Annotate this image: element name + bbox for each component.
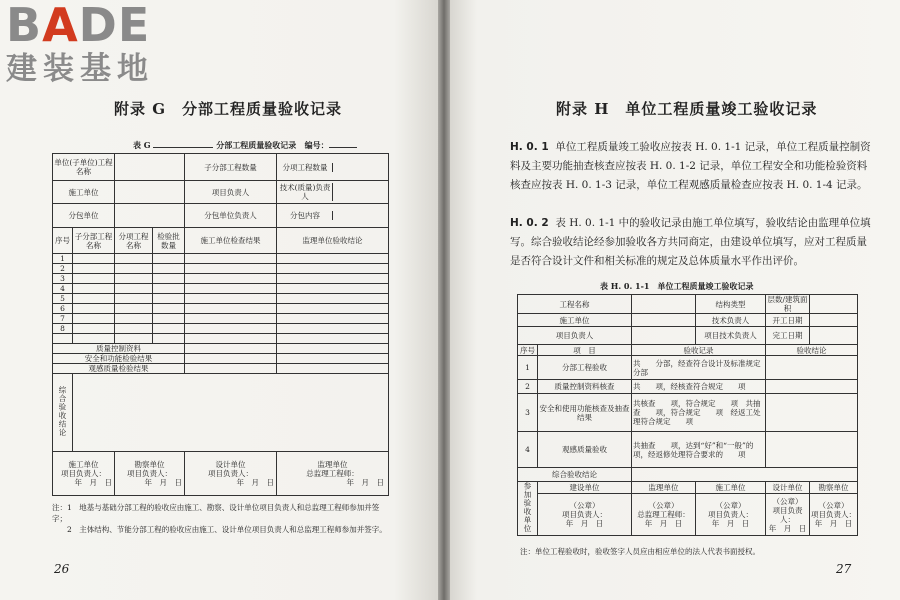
cell-floors-area: 层数/建筑面积 — [767, 295, 808, 313]
cell-sub-part-count: 子分部工程数量 — [185, 154, 277, 181]
table-row: 4 观感质量验收 共抽查 项，达到“好”和“一般”的 项，经返修处理符合要求的 项 — [518, 432, 858, 468]
summary-row: 安全和功能检验结果 — [53, 354, 389, 364]
left-notes: 注：1 地基与基础分部工程的验收应由施工、勘察、设计单位项目负责人和总监理工程师参加并签字； 2 主体结构、节能分部工程的验收应由施工、设计单位项目负责人和总监理工程师参加并签字。 — [52, 503, 387, 534]
cell-finish-date: 完工日期 — [766, 327, 810, 345]
right-page-number: 27 — [836, 562, 852, 576]
paragraph-h01: H. 0. 1 单位工程质量竣工验收应按表 H. 0. 1-1 记录，单位工程质量控制资料及主要功能抽查核查应按表 H. 0. 1-2 记录，单位工程安全和功能检验资料核查应按表 H. 0. 1-3 记录，单位工程观感质量检查应按表 H. 0. 1-4 记录。 — [510, 141, 871, 191]
participant-signature-row: （公章） 项目负责人： 年 月 日 （公章） 总监理工程师： 年 月 日 （公章） 项目负责人： 年 月 日 （公章） 项目负责人： 年 月 日 （公章） 项目负责人： 年 月 日 — [518, 494, 858, 536]
book-gutter — [438, 0, 450, 600]
paragraph-h02: H. 0. 2 表 H. 0. 1-1 中的验收记录由施工单位填写，验收结论由监理单位填写。综合验收结论经参加验收各方共同商定，由建设单位填写，应对工程质量是否符合设计文件和相关标准的规定及总体质量水平作出评价。 — [510, 217, 871, 267]
logo-wordmark: BADE — [6, 0, 151, 52]
table-row: 2 — [53, 264, 389, 274]
logo-subtitle: 建装基地 — [6, 51, 154, 87]
table-row: 2 质量控制资料核查 共 项，经核查符合规定 项 — [518, 380, 858, 394]
table-row: 7 — [53, 314, 389, 324]
left-record-table: 单位(子单位)工程名称 子分部工程数量 分项工程数量 施工单位 项目负责人 技术(质量)负责人 分包单位 分包单位负责人 分包内容 序号 子分部工程名称 分项工程名称 检验批数量 施工单位检查结果 监理单位验收结论 1 2 3 4 5 6 7 8 质量控制资料 安全和功能检验结果 观感质量检验结果 综合验收结论 施工单位 项目负责人： 年 月 日 勘察单位 项目负责人： 年 月 日 设计单位 项目负责人： 年 月 日 监理单位 总监理工程师： 年 月 日 — [52, 153, 389, 496]
right-column-header-row: 序号 项 目 验收记录 验收结论 — [518, 345, 858, 356]
cell-construction-unit: 施工单位 — [53, 181, 115, 204]
cell-project-lead-r: 项目负责人 — [518, 327, 632, 345]
signature-row: 施工单位 项目负责人： 年 月 日 勘察单位 项目负责人： 年 月 日 设计单位 项目负责人： 年 月 日 监理单位 总监理工程师： 年 月 日 — [53, 452, 389, 496]
left-column-header-row: 序号 子分部工程名称 分项工程名称 检验批数量 施工单位检查结果 监理单位验收结论 — [53, 228, 389, 254]
left-page-number: 26 — [54, 562, 70, 576]
table-row: 4 — [53, 284, 389, 294]
brand-logo — [6, 2, 154, 86]
cell-project-name: 工程名称 — [518, 295, 632, 314]
summary-row: 质量控制资料 — [53, 344, 389, 354]
cell-project-tech-lead: 项目技术负责人 — [696, 327, 766, 345]
cell-subcontract-lead: 分包单位负责人 — [185, 204, 277, 228]
table-row: 3 安全和使用功能核查及抽查结果 共核查 项，符合规定 项 共抽查 项，符合规定 项 经返工处理符合规定 项 — [518, 394, 858, 432]
left-table-caption: 表 G 分部工程质量验收记录 编号： — [133, 139, 357, 151]
table-row: 6 — [53, 304, 389, 314]
cell-construction-unit-r: 施工单位 — [518, 314, 632, 327]
conclusion-label: 综合验收结论 — [58, 386, 67, 437]
table-row: 3 — [53, 274, 389, 284]
cell-subcontract-unit: 分包单位 — [53, 204, 115, 228]
summary-row: 观感质量检验结果 — [53, 364, 389, 374]
table-row: 8 — [53, 324, 389, 334]
table-row: 1 分部工程验收 共 分部，经查符合设计及标准规定 分部 — [518, 356, 858, 380]
left-appendix-title: 附录 G 分部工程质量验收记录 — [114, 100, 343, 118]
table-row: 1 — [53, 254, 389, 264]
cell-structure-type: 结构类型 — [696, 295, 766, 314]
cell-tech-lead: 技术负责人 — [696, 314, 766, 327]
participant-header-row: 参加验收单位 建设单位 监理单位 施工单位 设计单位 勘察单位 — [518, 482, 858, 494]
right-appendix-title: 附录 H 单位工程质量竣工验收记录 — [556, 100, 818, 118]
cell-project-lead: 项目负责人 — [185, 181, 277, 204]
cell-unit-name: 单位(子单位)工程名称 — [53, 154, 115, 181]
right-note: 注：单位工程验收时，验收签字人员应由相应单位的法人代表书面授权。 — [520, 547, 760, 556]
overall-conclusion-label: 综合验收结论 — [518, 468, 632, 482]
table-row: 5 — [53, 294, 389, 304]
right-table-caption: 表 H. 0. 1-1 单位工程质量竣工验收记录 — [600, 281, 754, 291]
right-record-table — [517, 294, 858, 536]
cell-start-date: 开工日期 — [766, 314, 810, 327]
